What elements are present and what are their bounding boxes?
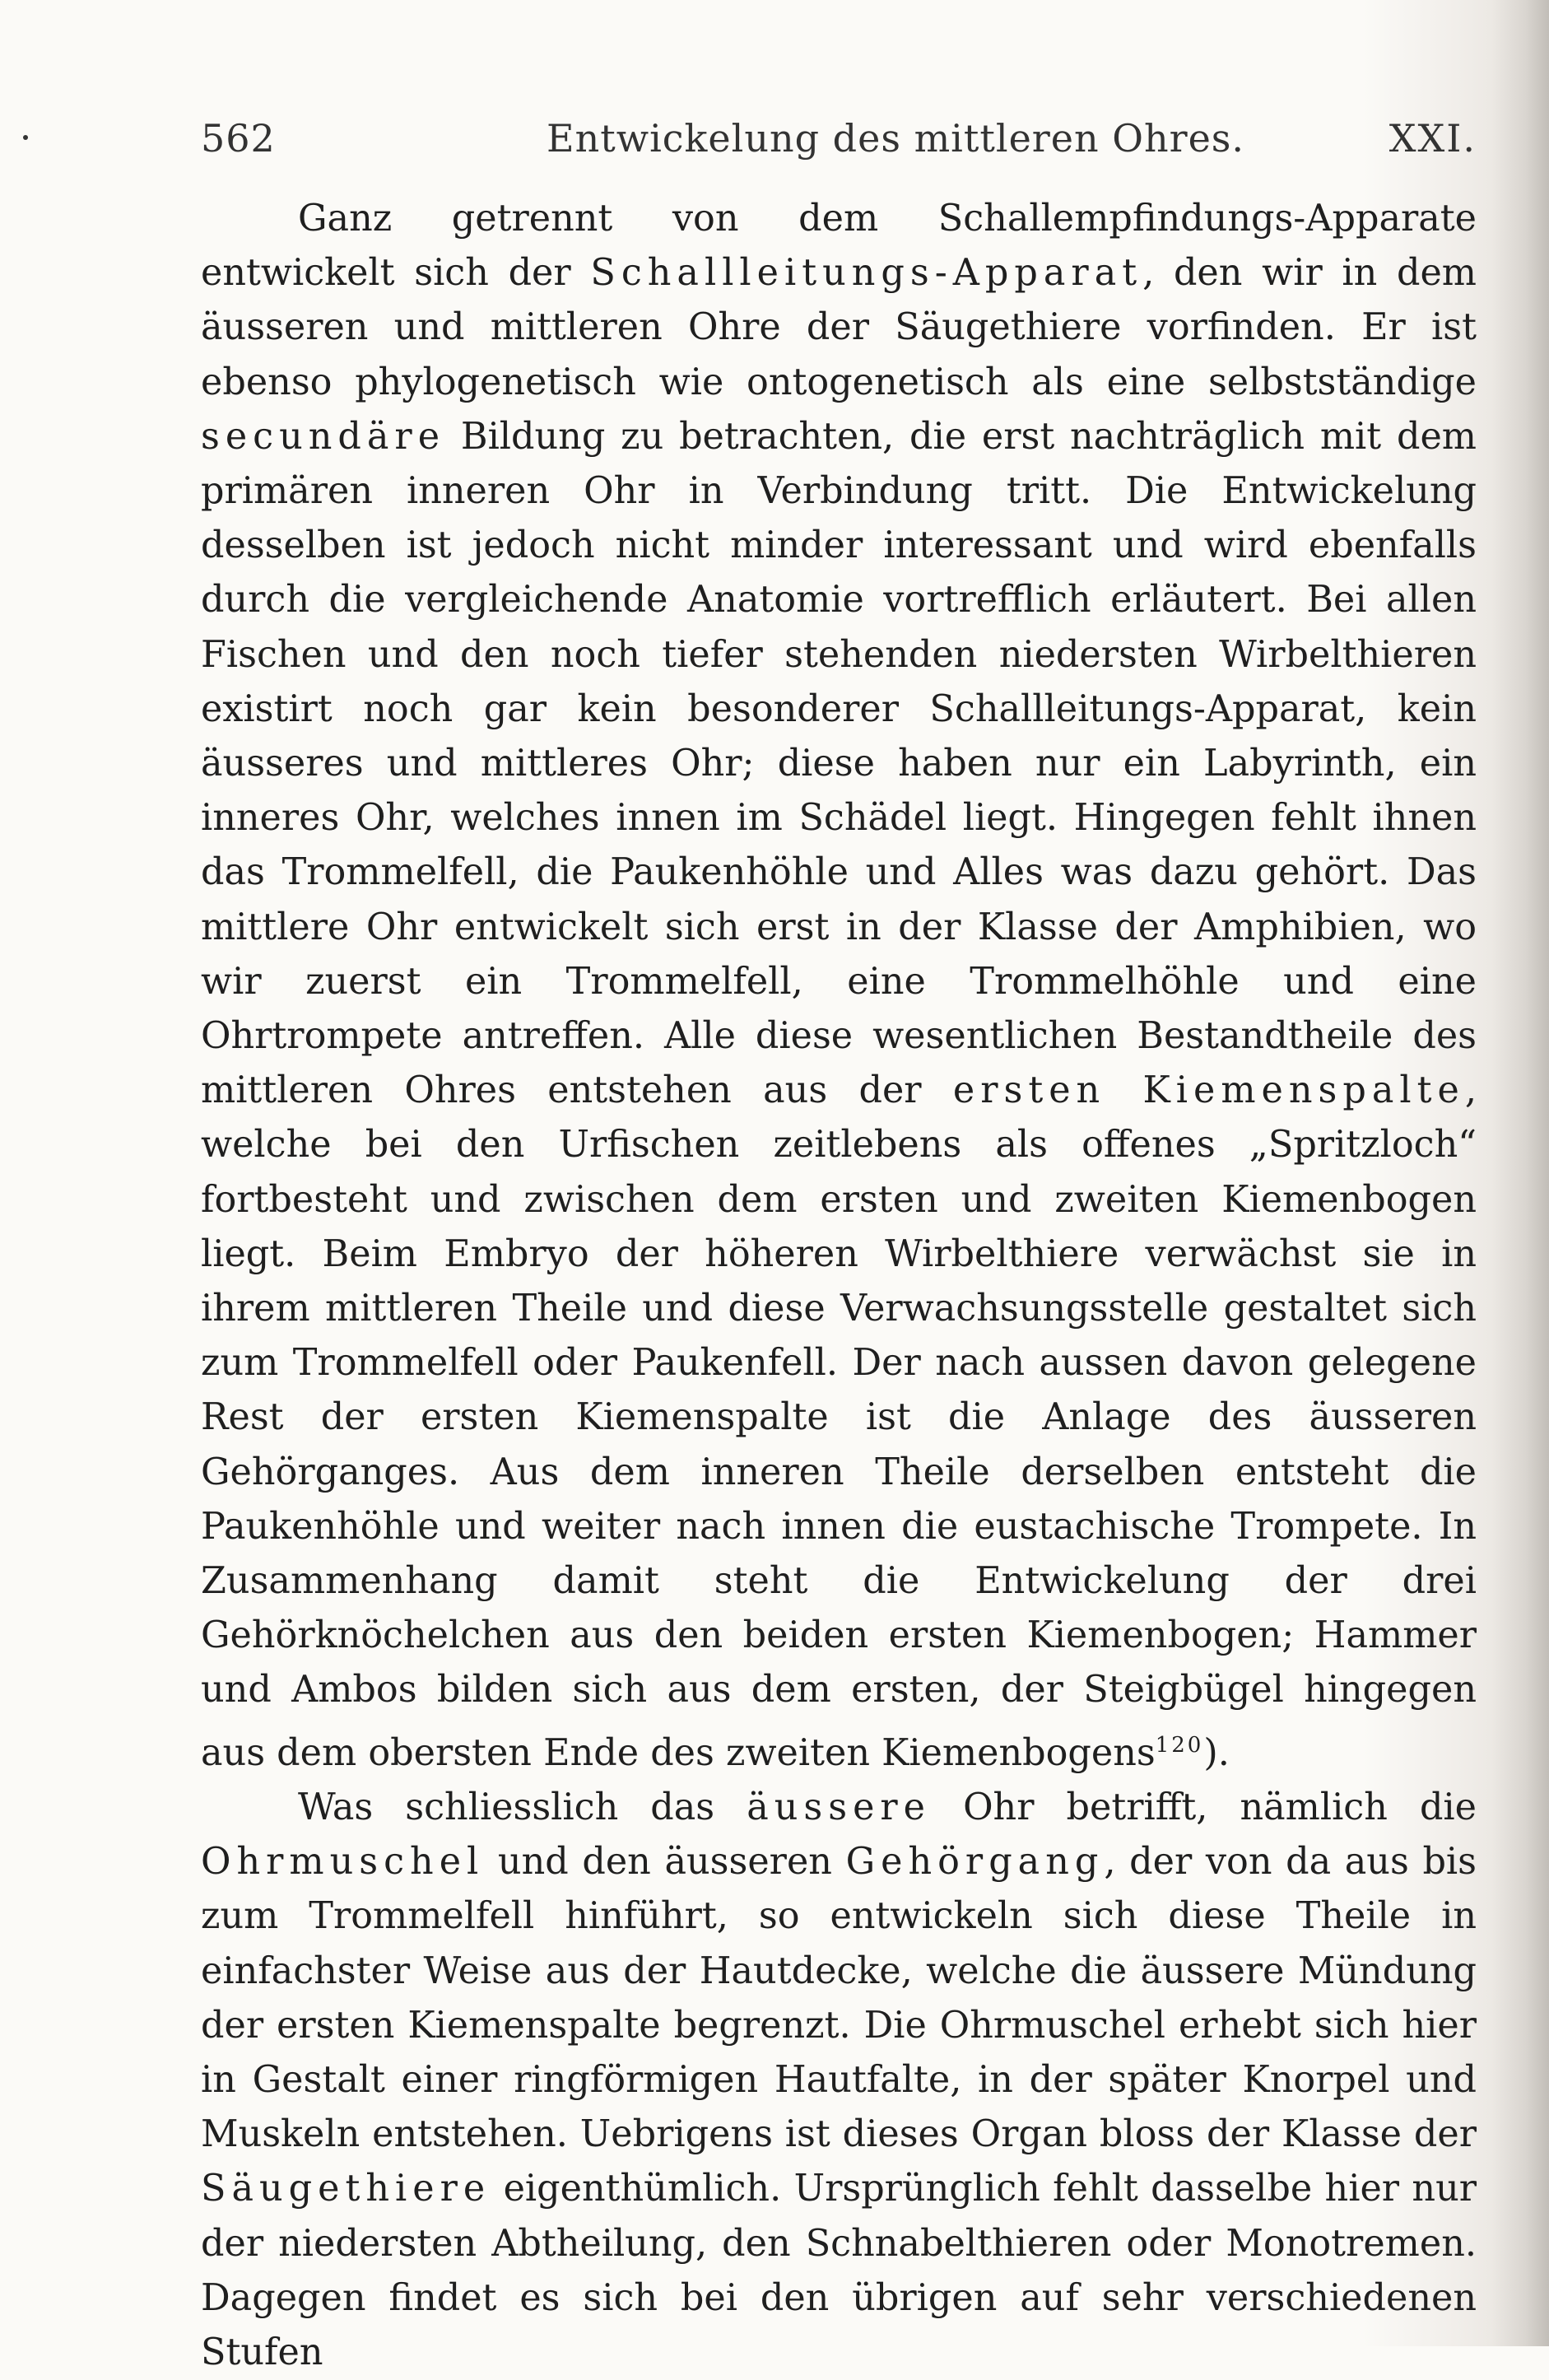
page-edge-shadow bbox=[1491, 0, 1549, 2346]
text-run: und den äusseren bbox=[484, 1841, 846, 1884]
emphasis-text: Ohrmuschel bbox=[201, 1841, 485, 1884]
text-run: , der von da aus bis zum Trommelfell hinführt, so entwickeln sich diese Theile in einfachster Weise aus der Hautdecke, welche die äussere Mündung der ersten Kiemenspalte begrenzt. Die Ohrmuschel erhebt sich hier in Gestalt einer ringförmigen Hautfalte, in der später Knorpel und Muskeln entstehen. Uebrigens ist dieses Organ bloss der Klasse der bbox=[201, 1841, 1477, 2156]
emphasis-text: Schallleitungs-Apparat bbox=[590, 252, 1143, 295]
text-run: eigenthümlich. Ursprünglich fehlt dasselbe hier nur der niedersten Abtheilung, den Schnabelthieren oder Monotremen. Dagegen findet es sich bei den übrigen auf sehr verschiedenen Stufen bbox=[201, 2168, 1477, 2373]
text-run: , den wir in dem äusseren und mittleren Ohre der Säugethiere vorfinden. Er ist ebenso phylogenetisch wie ontogenetisch als eine selbstständige bbox=[201, 252, 1477, 403]
paragraph-2 bbox=[201, 1781, 1477, 2380]
text-run: Bildung zu betrachten, die erst nachträglich mit dem primären inneren Ohr in Verbindung tritt. Die Entwickelung desselben ist jedoch nicht minder interessant und wird ebenfalls durch die vergleichende Anatomie vortrefflich erläutert. Bei allen Fischen und den noch tiefer stehenden niedersten Wirbelthieren existirt noch gar kein besonderer Schallleitungs-Apparat, kein äusseres und mittleres Ohr; diese haben nur ein Labyrinth, ein inneres Ohr, welches innen im Schädel liegt. Hingegen fehlt ihnen das Trommelfell, die Paukenhöhle und Alles was dazu gehört. Das mittlere Ohr entwickelt sich erst in der Klasse der Amphibien, wo wir zuerst ein Trommelfell, eine Trommelhöhle und eine Ohrtrompete antreffen. Alle diese wesentlichen Bestandtheile des mittleren Ohres entstehen aus der bbox=[201, 415, 1477, 1112]
emphasis-text: ersten Kiemenspalte bbox=[952, 1069, 1465, 1112]
emphasis-text: äussere bbox=[747, 1786, 932, 1828]
running-header bbox=[201, 114, 1477, 163]
margin-mark bbox=[23, 135, 28, 140]
running-title: Entwickelung des mittleren Ohres. bbox=[547, 116, 1245, 161]
paragraph-1 bbox=[201, 192, 1477, 1781]
chapter-number: XXI. bbox=[1389, 116, 1477, 161]
text-run: Was schliesslich das bbox=[298, 1786, 747, 1828]
text-run: Ohr betrifft, nämlich die bbox=[931, 1786, 1477, 1828]
emphasis-text: Säugethiere bbox=[201, 2168, 491, 2210]
body-text bbox=[201, 192, 1477, 2380]
emphasis-text: Gehörgang bbox=[845, 1841, 1105, 1884]
text-run: , welche bei den Urfischen zeitlebens als offenes „Spritzloch“ fortbesteht und zwischen dem ersten und zweiten Kiemenbogen liegt. Beim Embryo der höheren Wirbelthiere verwächst sie in ihrem mittleren Theile und diese Verwachsungsstelle gestaltet sich zum Trommelfell oder Paukenfell. Der nach aussen davon gelegene Rest der ersten Kiemenspalte ist die Anlage des äusseren Gehörganges. Aus dem inneren Theile derselben entsteht die Paukenhöhle und weiter nach innen die eustachische Trompete. In Zusammenhang damit steht die Entwickelung der drei Gehörknöchelchen aus den beiden ersten Kiemenbogen; Hammer und Ambos bilden sich aus dem ersten, der Steigbügel hingegen aus dem obersten Ende des zweiten Kiemenbogens bbox=[201, 1069, 1477, 1774]
text-run: ). bbox=[1203, 1731, 1230, 1774]
text-run: Ganz getrennt von dem Schallempfindungs-Apparate entwickelt sich der bbox=[201, 198, 1477, 295]
page-number: 562 bbox=[201, 116, 276, 161]
emphasis-text: secundäre bbox=[201, 415, 446, 458]
footnote-reference: 120 bbox=[1155, 1732, 1204, 1758]
